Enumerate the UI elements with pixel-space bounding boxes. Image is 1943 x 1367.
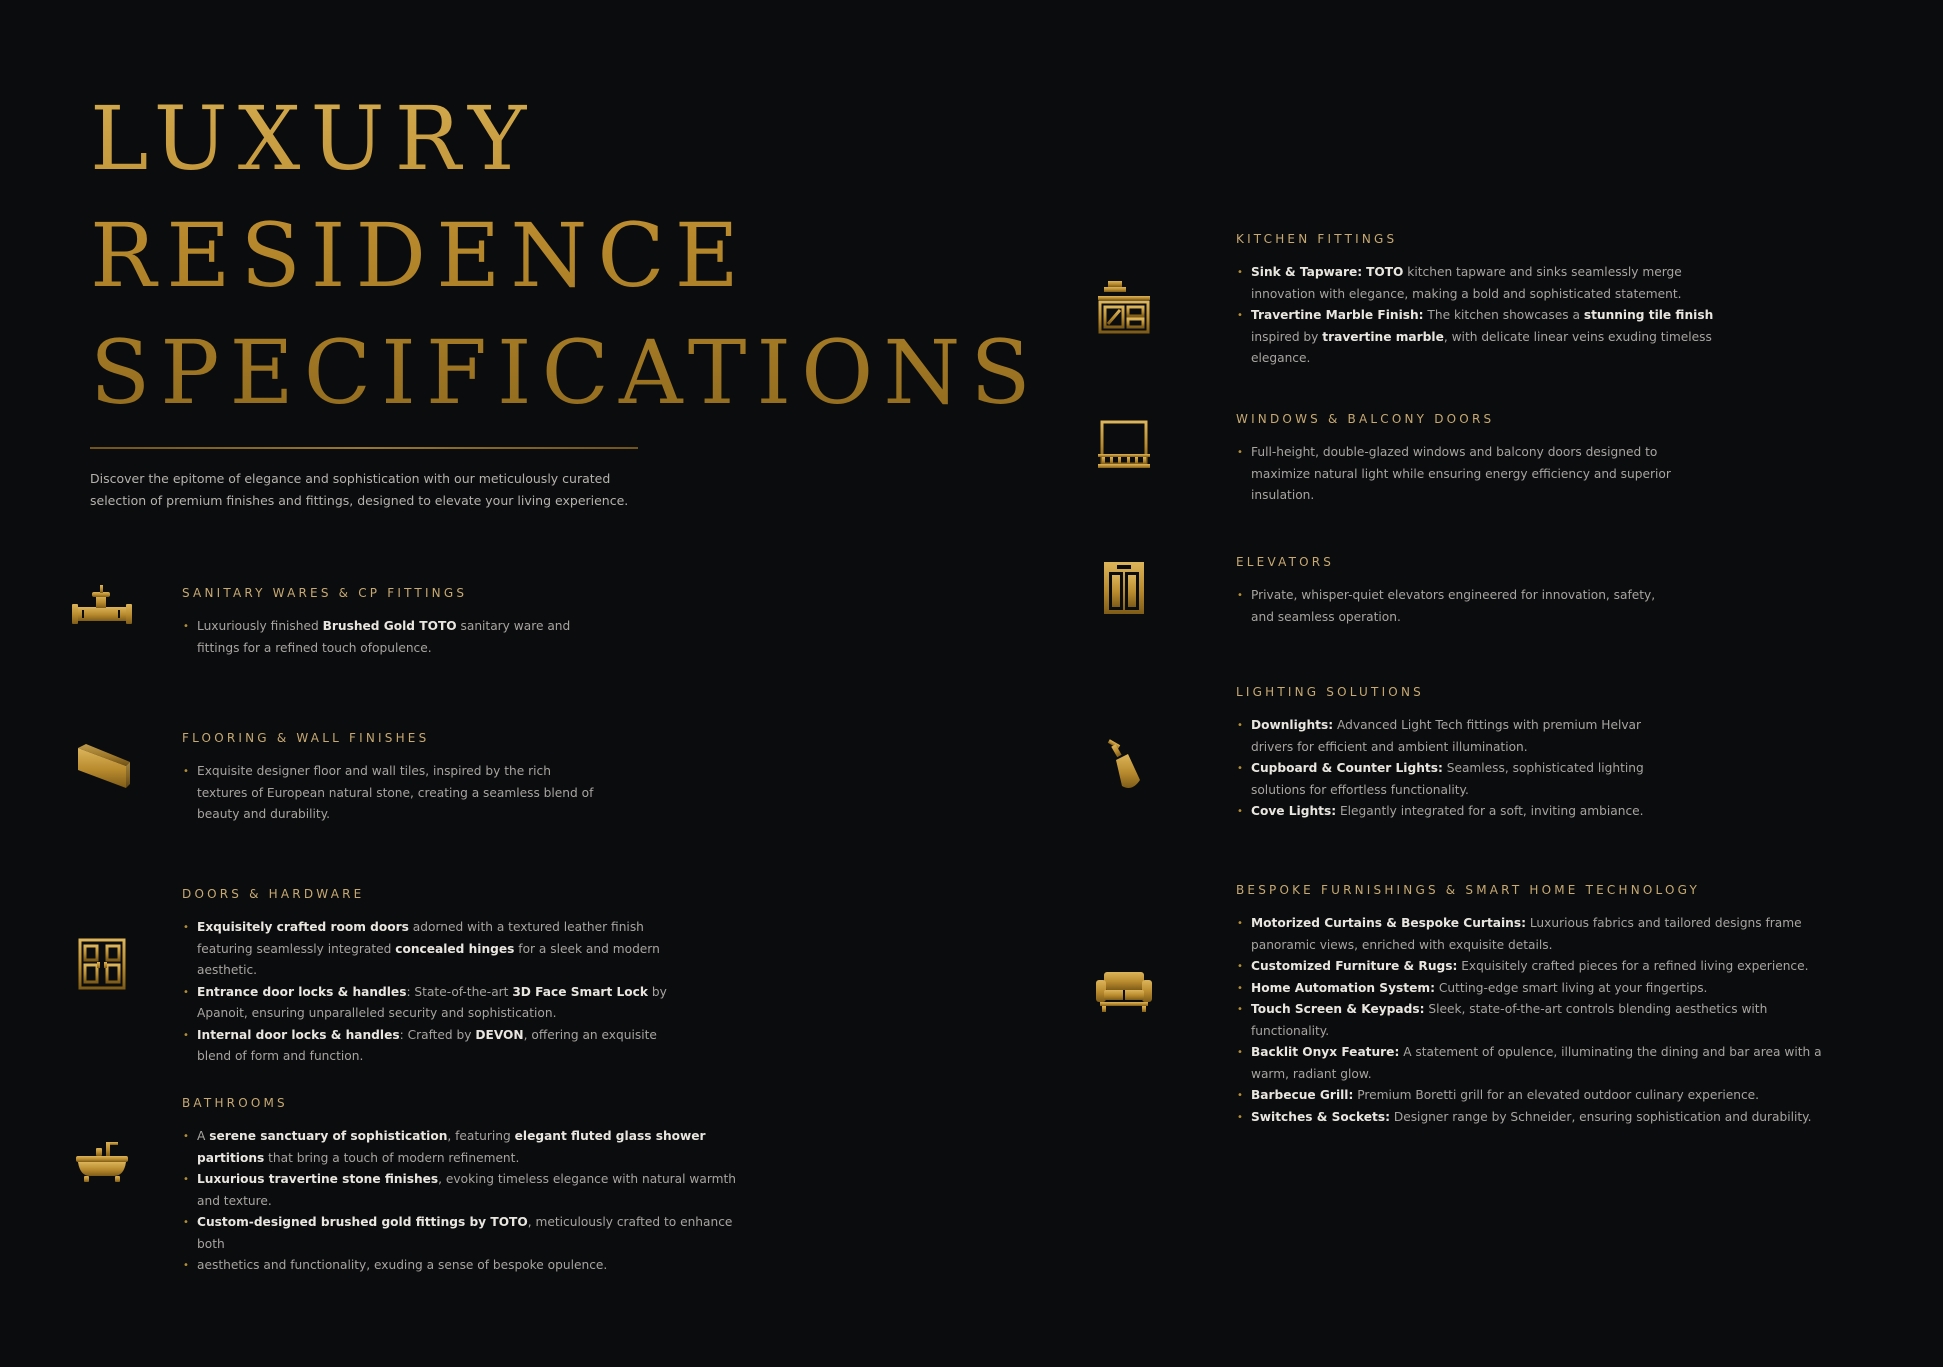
window-balcony-icon (1094, 416, 1154, 476)
section-heading: WINDOWS & BALCONY DOORS (1236, 412, 1495, 426)
double-door-icon (72, 934, 132, 994)
section-heading: ELEVATORS (1236, 555, 1335, 569)
bathtub-icon (72, 1130, 132, 1190)
section-heading: LIGHTING SOLUTIONS (1236, 685, 1424, 699)
sofa-icon (1094, 960, 1154, 1020)
section-bespoke (1236, 883, 1836, 1128)
list-item: • Cupboard & Counter Lights: Seamless, sophisticated lighting solutions for effortless functionality. (1236, 758, 1676, 801)
section-heading: FLOORING & WALL FINISHES (182, 731, 430, 745)
list-item: • Customized Furniture & Rugs: Exquisitely crafted pieces for a refined living experience. (1236, 956, 1836, 978)
section-kitchen (1236, 232, 1736, 370)
list-item: • Sink & Tapware: TOTO kitchen tapware and sinks seamlessly merge innovation with elegance, making a bold and sophisticated statement. (1236, 262, 1736, 305)
list-item: • Switches & Sockets: Designer range by Schneider, ensuring sophistication and durability. (1236, 1107, 1836, 1129)
list-item: • Exquisitely crafted room doors adorned with a textured leather finish featuring seamlessly integrated concealed hinges for a sleek and modern aesthetic. (182, 917, 678, 982)
title-line-2: RESIDENCE (90, 204, 749, 307)
list-item: • Internal door locks & handles: Crafted by DEVON, offering an exquisite blend of form and function. (182, 1025, 678, 1068)
list-item: • A serene sanctuary of sophistication, featuring elegant fluted glass shower partitions that bring a touch of modern refinement. (182, 1126, 762, 1169)
list-item: • Luxuriously finished Brushed Gold TOTO sanitary ware and fittings for a refined touch ofopulence. (182, 616, 602, 659)
list-item: • Home Automation System: Cutting-edge smart living at your fingertips. (1236, 978, 1836, 1000)
section-flooring (182, 731, 602, 826)
list-item: • Downlights: Advanced Light Tech fittings with premium Helvar drivers for efficient and ambient illumination. (1236, 715, 1676, 758)
list-item: • aesthetics and functionality, exuding a sense of bespoke opulence. (182, 1255, 762, 1277)
list-item: • Touch Screen & Keypads: Sleek, state-of-the-art controls blending aesthetics with functionality. (1236, 999, 1836, 1042)
list-item: • Motorized Curtains & Bespoke Curtains: Luxurious fabrics and tailored designs frame panoramic views, enriched with exquisite details. (1236, 913, 1836, 956)
section-sanitary (182, 586, 602, 659)
title-line-3: SPECIFICATIONS (90, 321, 1041, 424)
section-heading: BATHROOMS (182, 1096, 288, 1110)
section-heading: DOORS & HARDWARE (182, 887, 365, 901)
section-elevators (1236, 555, 1676, 628)
lamp-icon (1094, 736, 1154, 796)
list-item: • Backlit Onyx Feature: A statement of opulence, illuminating the dining and bar area with a warm, radiant glow. (1236, 1042, 1836, 1085)
faucet-pipe-icon (72, 582, 132, 642)
list-item: • Cove Lights: Elegantly integrated for a soft, inviting ambiance. (1236, 801, 1676, 823)
section-heading: SANITARY WARES & CP FITTINGS (182, 586, 468, 600)
title-divider (90, 447, 638, 449)
section-heading: BESPOKE FURNISHINGS & SMART HOME TECHNOLOGY (1236, 883, 1701, 897)
list-item: • Exquisite designer floor and wall tiles, inspired by the rich textures of European natural stone, creating a seamless blend of beauty and durability. (182, 761, 602, 826)
list-item: • Full-height, double-glazed windows and balcony doors designed to maximize natural light while ensuring energy efficiency and superior insulation. (1236, 442, 1716, 507)
list-item: • Custom-designed brushed gold fittings by TOTO, meticulously crafted to enhance both (182, 1212, 762, 1255)
list-item: • Luxurious travertine stone finishes, evoking timeless elegance with natural warmth and texture. (182, 1169, 762, 1212)
title-line-1: LUXURY (90, 87, 537, 190)
kitchen-icon (1094, 278, 1154, 338)
list-item: • Entrance door locks & handles: State-of-the-art 3D Face Smart Lock by Apanoit, ensuring unparalleled security and sophistication. (182, 982, 678, 1025)
tile-icon (72, 736, 132, 796)
section-doors (182, 887, 678, 1068)
intro-text: Discover the epitome of elegance and sophistication with our meticulously curated selection of premium finishes and fittings, designed to elevate your living experience. (90, 471, 629, 508)
section-bathrooms (182, 1096, 762, 1277)
list-item: • Private, whisper-quiet elevators engineered for innovation, safety, and seamless operation. (1236, 585, 1676, 628)
list-item: • Travertine Marble Finish: The kitchen showcases a stunning tile finish inspired by travertine marble, with delicate linear veins exuding timeless elegance. (1236, 305, 1736, 370)
elevator-icon (1094, 558, 1154, 618)
section-windows (1236, 412, 1716, 507)
list-item: • Barbecue Grill: Premium Boretti grill for an elevated outdoor culinary experience. (1236, 1085, 1836, 1107)
section-lighting (1236, 685, 1676, 823)
page-title (90, 80, 1041, 431)
section-heading: KITCHEN FITTINGS (1236, 232, 1398, 246)
